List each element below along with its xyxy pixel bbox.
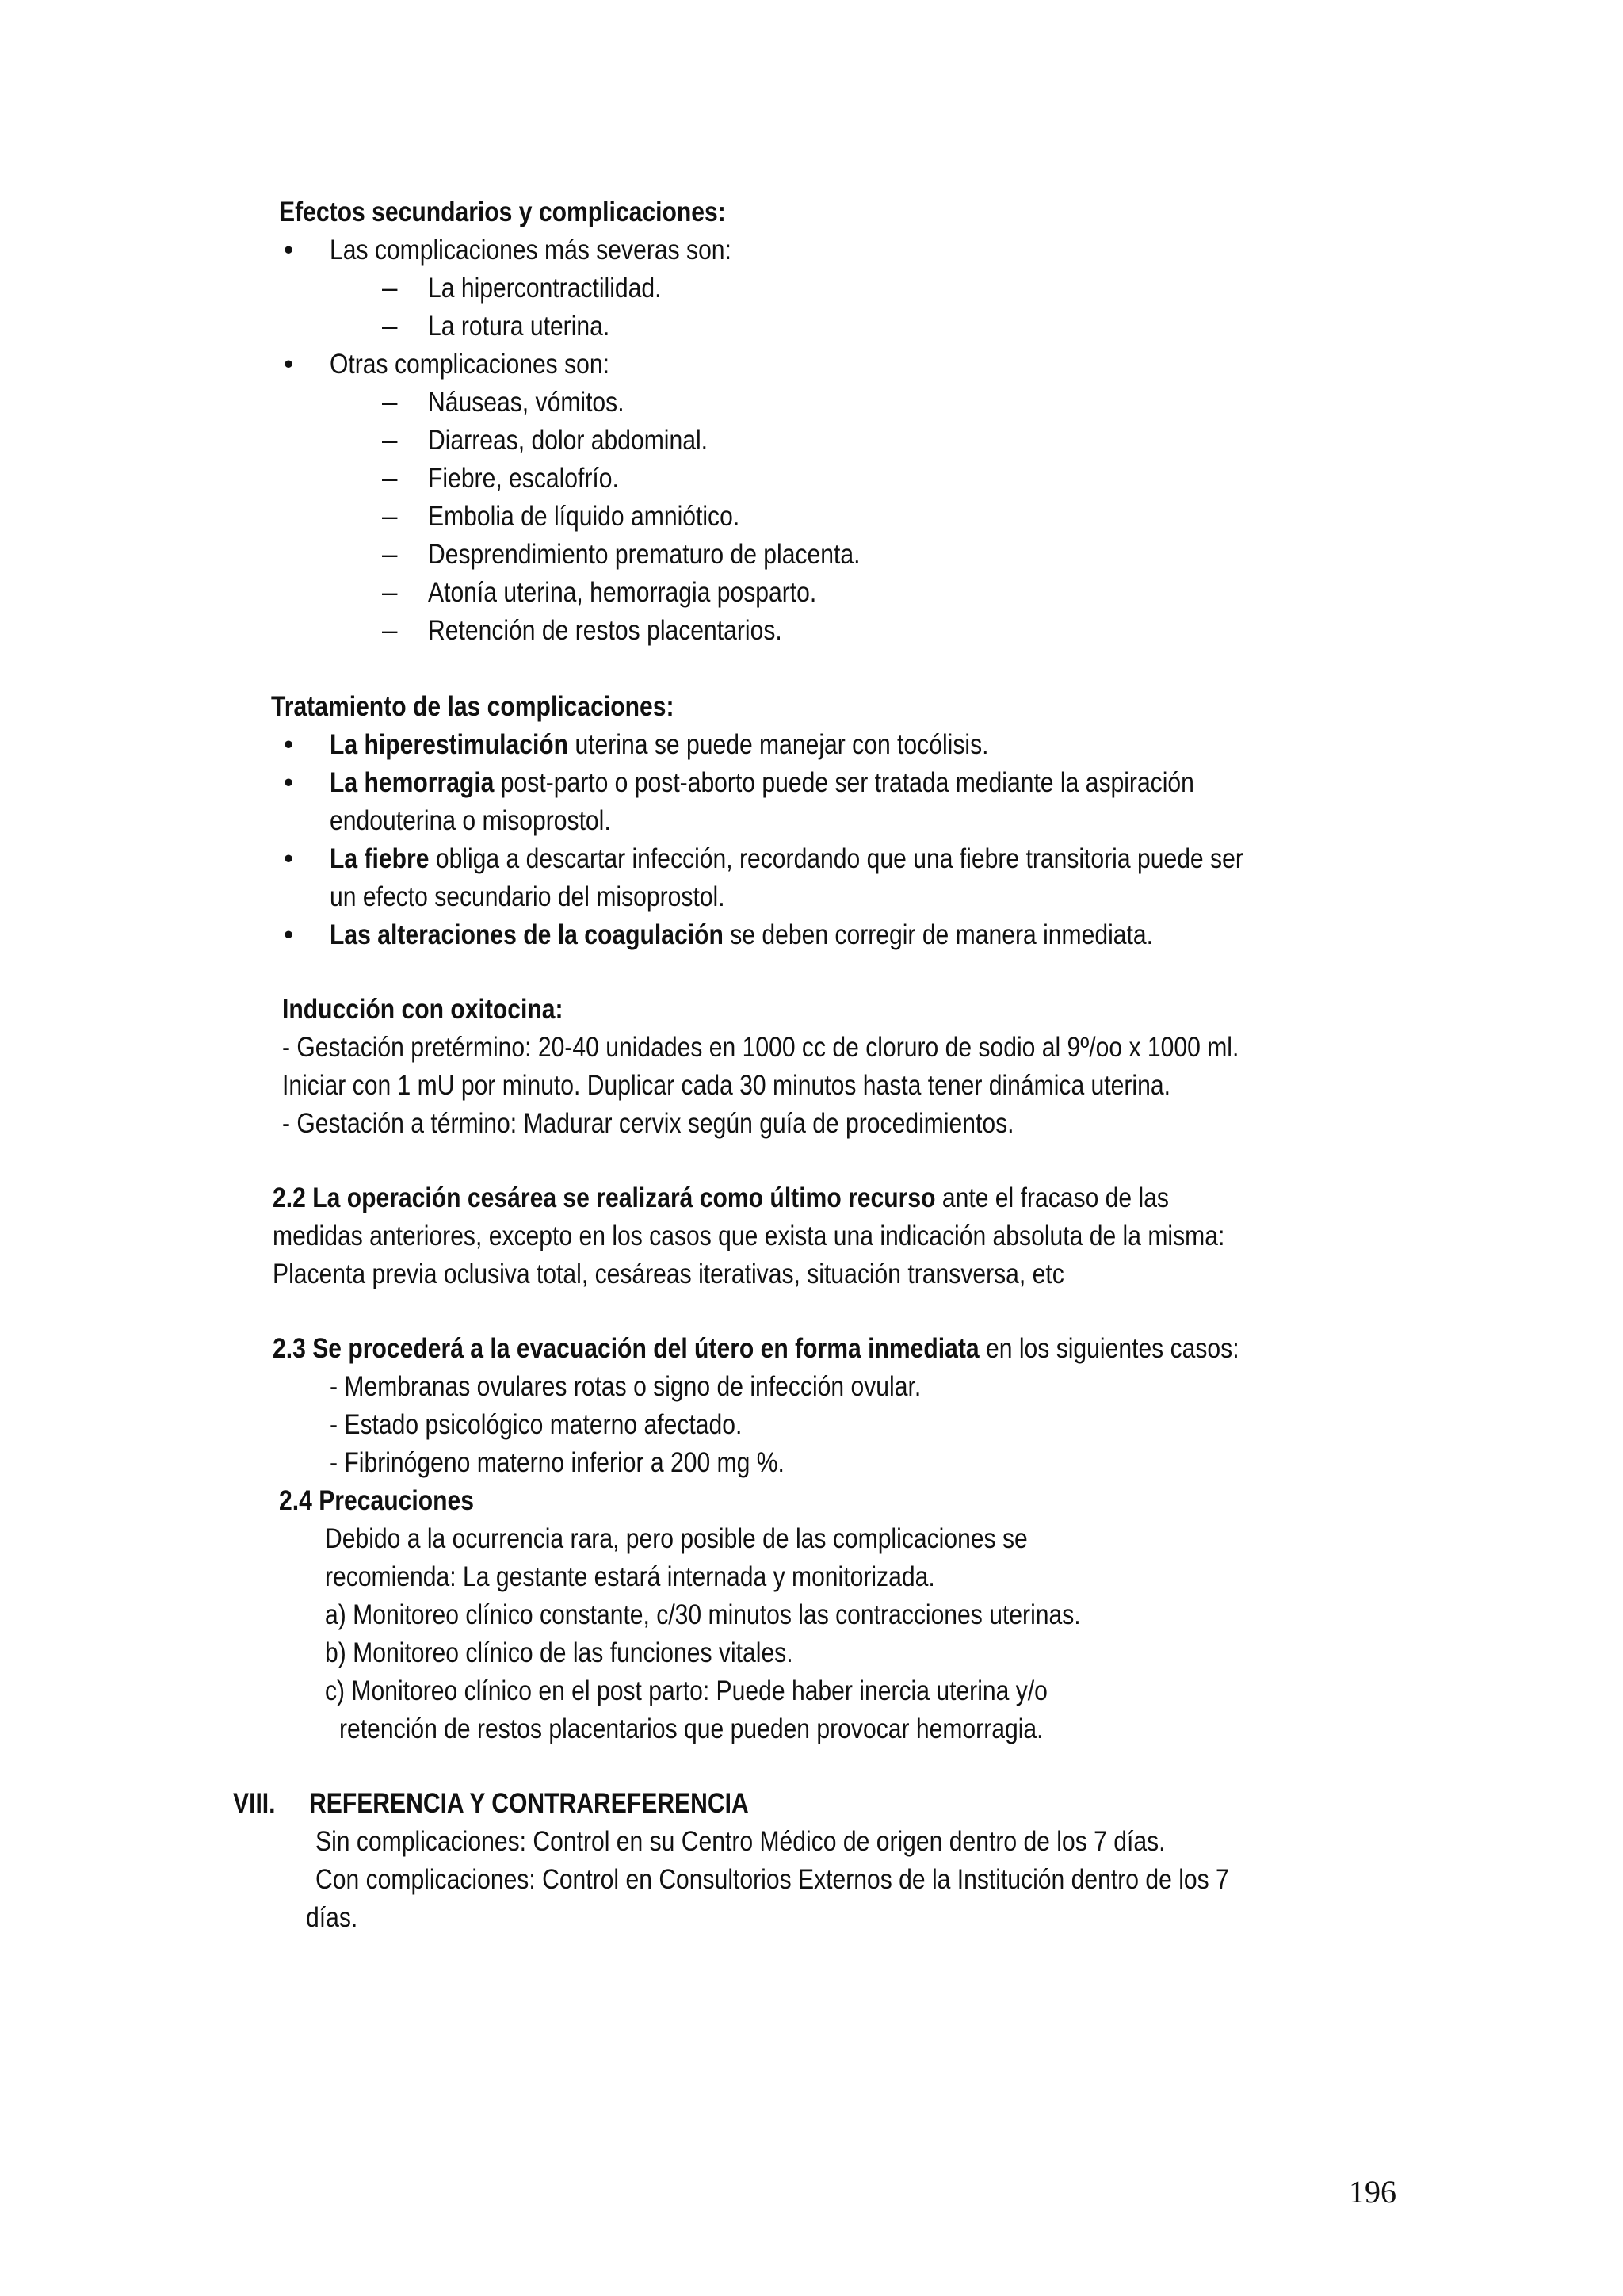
dash-icon: – bbox=[382, 463, 398, 494]
paragraph-line: b) Monitoreo clínico de las funciones vitales. bbox=[325, 1637, 793, 1668]
dash-icon: – bbox=[382, 539, 398, 570]
list-item: Retención de restos placentarios. bbox=[428, 615, 782, 646]
list-item: Atonía uterina, hemorragia posparto. bbox=[428, 577, 817, 608]
paragraph-line: - Gestación pretérmino: 20-40 unidades en 1000 cc de cloruro de sodio al 9º/oo x 1000 ml. bbox=[282, 1032, 1239, 1063]
dash-icon: – bbox=[382, 311, 398, 342]
list-item-continuation: endouterina o misoprostol. bbox=[330, 805, 611, 836]
section-viii-numeral: VIII. bbox=[233, 1788, 276, 1819]
paragraph-line: recomienda: La gestante estará internada y monitorizada. bbox=[325, 1561, 935, 1592]
dash-icon: – bbox=[382, 501, 398, 532]
list-item: Desprendimiento prematuro de placenta. bbox=[428, 539, 861, 570]
paragraph-line: a) Monitoreo clínico constante, c/30 minutos las contracciones uterinas. bbox=[325, 1599, 1081, 1630]
list-item: Diarreas, dolor abdominal. bbox=[428, 425, 708, 456]
dash-icon: – bbox=[382, 387, 398, 418]
paragraph-line: c) Monitoreo clínico en el post parto: Puede haber inercia uterina y/o bbox=[325, 1675, 1048, 1706]
section-2-3-text: en los siguientes casos: bbox=[979, 1333, 1239, 1364]
list-item-continuation: un efecto secundario del misoprostol. bbox=[330, 881, 725, 912]
list-item: Náuseas, vómitos. bbox=[428, 387, 624, 418]
dash-icon: – bbox=[382, 425, 398, 456]
tratamiento-heading: Tratamiento de las complicaciones: bbox=[271, 691, 674, 722]
paragraph-line: medidas anteriores, excepto en los casos que exista una indicación absoluta de la misma: bbox=[273, 1221, 1225, 1251]
paragraph-line: retención de restos placentarios que pueden provocar hemorragia. bbox=[339, 1713, 1044, 1744]
severas-label: Las complicaciones más severas son: bbox=[330, 235, 731, 266]
bullet-icon: • bbox=[284, 767, 294, 798]
list-item: Embolia de líquido amniótico. bbox=[428, 501, 740, 532]
bullet-icon: • bbox=[284, 843, 294, 874]
section-2-2-text: ante el fracaso de las bbox=[935, 1182, 1169, 1213]
list-item: La rotura uterina. bbox=[428, 311, 610, 342]
list-item: - Estado psicológico materno afectado. bbox=[330, 1409, 743, 1440]
paragraph-line bbox=[273, 1179, 1169, 1217]
term-bold: La hiperestimulación bbox=[330, 729, 569, 760]
paragraph-line: Con complicaciones: Control en Consultorios Externos de la Institución dentro de los 7 bbox=[315, 1864, 1229, 1895]
term-text: post-parto o post-aborto puede ser tratada mediante la aspiración bbox=[494, 767, 1194, 798]
list-item bbox=[330, 764, 1194, 802]
term-text: uterina se puede manejar con tocólisis. bbox=[568, 729, 989, 760]
section-2-2-title: 2.2 La operación cesárea se realizará como último recurso bbox=[273, 1182, 936, 1213]
oxitocina-heading: Inducción con oxitocina: bbox=[282, 994, 563, 1025]
paragraph-line: Sin complicaciones: Control en su Centro Médico de origen dentro de los 7 días. bbox=[315, 1826, 1166, 1857]
dash-icon: – bbox=[382, 577, 398, 608]
term-bold: La fiebre bbox=[330, 843, 430, 874]
efectos-heading: Efectos secundarios y complicaciones: bbox=[279, 197, 726, 227]
paragraph-line bbox=[273, 1330, 1239, 1368]
section-2-3-title: 2.3 Se procederá a la evacuación del útero en forma inmediata bbox=[273, 1333, 980, 1364]
otras-label: Otras complicaciones son: bbox=[330, 349, 609, 380]
list-item: - Membranas ovulares rotas o signo de infección ovular. bbox=[330, 1371, 922, 1402]
term-text: obliga a descartar infección, recordando que una fiebre transitoria puede ser bbox=[429, 843, 1243, 874]
section-viii-title: REFERENCIA Y CONTRAREFERENCIA bbox=[309, 1788, 749, 1819]
section-2-4-title: 2.4 Precauciones bbox=[279, 1485, 474, 1516]
list-item: Fiebre, escalofrío. bbox=[428, 463, 619, 494]
list-item bbox=[330, 916, 1153, 954]
bullet-icon: • bbox=[284, 349, 294, 380]
bullet-icon: • bbox=[284, 919, 294, 950]
list-item bbox=[330, 726, 988, 764]
dash-icon: – bbox=[382, 273, 398, 304]
term-bold: La hemorragia bbox=[330, 767, 495, 798]
paragraph-line: Debido a la ocurrencia rara, pero posible de las complicaciones se bbox=[325, 1523, 1028, 1554]
term-text: se deben corregir de manera inmediata. bbox=[723, 919, 1153, 950]
term-bold: Las alteraciones de la coagulación bbox=[330, 919, 724, 950]
paragraph-line: - Gestación a término: Madurar cervix según guía de procedimientos. bbox=[282, 1108, 1014, 1139]
list-item bbox=[330, 840, 1243, 878]
bullet-icon: • bbox=[284, 235, 294, 266]
dash-icon: – bbox=[382, 615, 398, 646]
paragraph-line: días. bbox=[306, 1902, 358, 1933]
paragraph-line: Placenta previa oclusiva total, cesáreas iterativas, situación transversa, etc bbox=[273, 1259, 1064, 1289]
list-item: - Fibrinógeno materno inferior a 200 mg %. bbox=[330, 1447, 785, 1478]
page-number: 196 bbox=[1349, 2174, 1396, 2210]
paragraph-line: Iniciar con 1 mU por minuto. Duplicar cada 30 minutos hasta tener dinámica uterina. bbox=[282, 1070, 1170, 1101]
list-item: La hipercontractilidad. bbox=[428, 273, 662, 304]
bullet-icon: • bbox=[284, 729, 294, 760]
